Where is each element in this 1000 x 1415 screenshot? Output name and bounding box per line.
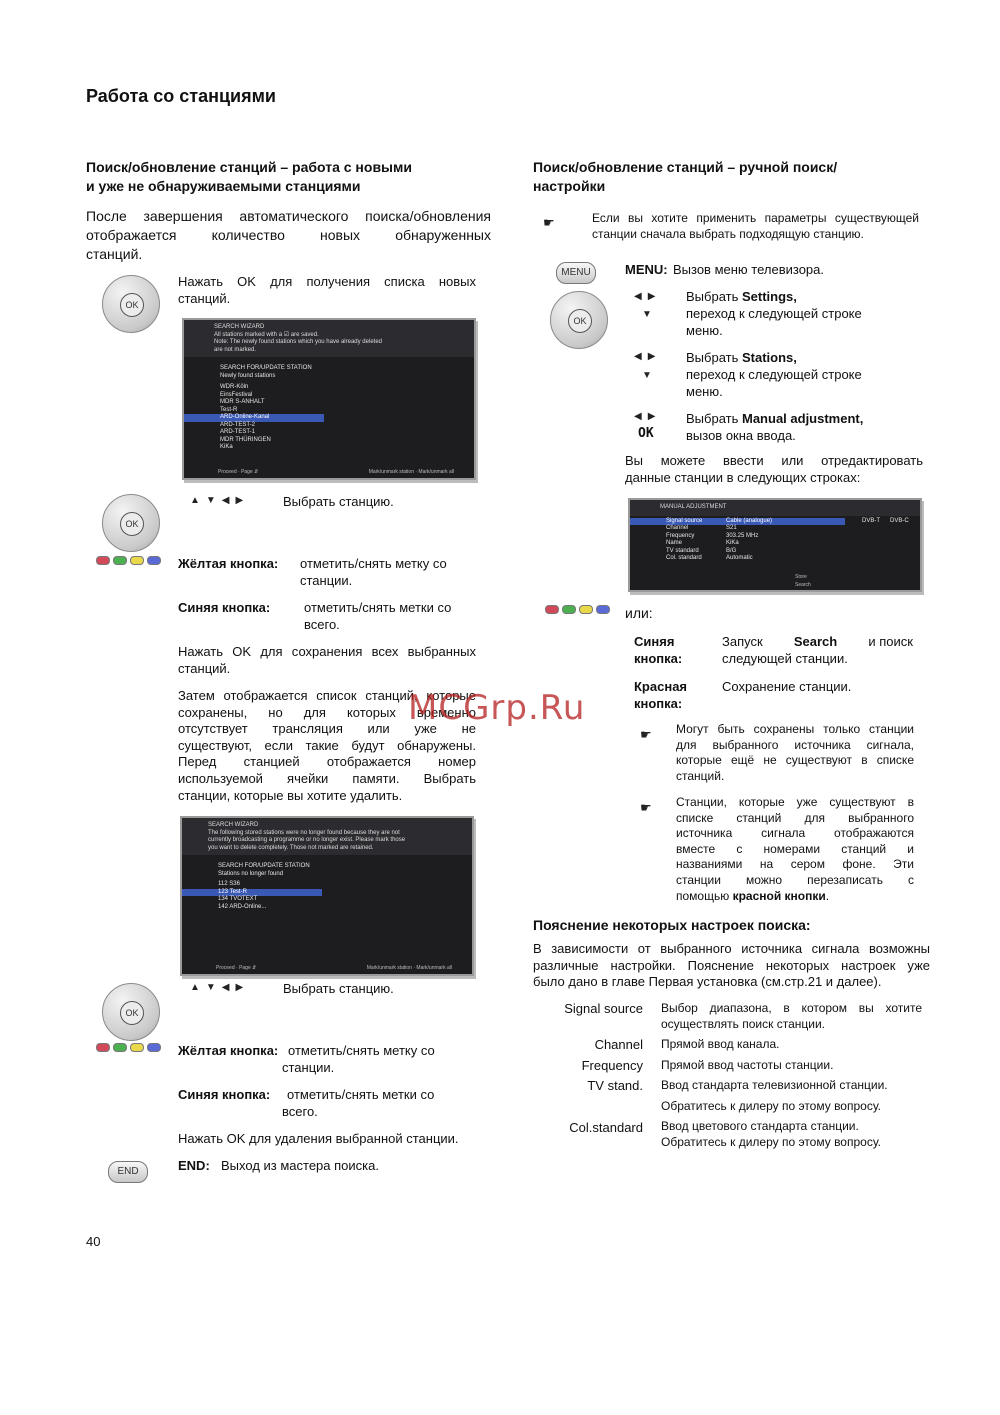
option-dvb-c[interactable]: DVB-C [890,517,909,524]
station-row[interactable]: 142 ARD-Online... [218,903,267,910]
station-row[interactable]: ARD-TEST-1 [220,429,256,435]
explanation-line2: различные настройки. Пояснение некоторых настроек уже [533,958,930,973]
arrow-keys-icon: ▲▼◀▶ [190,495,250,506]
ok-remote-icon: OK [102,275,160,333]
right-heading-line2: настройки [533,178,606,194]
right-heading-line1: Поиск/обновление станций – ручной поиск/ [533,159,838,175]
desc-signal-source-2: осуществлять поиск станции. [661,1017,825,1031]
screen2-line2: currently broadcasting a programme or no longer exist. Please mark those [208,837,406,843]
option-dvb-t[interactable]: DVB-T [862,517,880,524]
screen3-foot-search: Search [795,581,811,588]
yellow-button-text-2a: отметить/снять метку со [288,1043,435,1058]
station-row-selected[interactable]: ARD-Online-Kanal [184,414,324,422]
setting-row[interactable]: Channel S21 [666,525,737,531]
press-ok-new-list-line2: станций. [178,291,231,306]
menu-text: Вызов меню телевизора. [673,262,824,277]
desc-col-standard-2: Обратитесь к дилеру по этому вопросу. [661,1135,881,1149]
desc-col-standard-1: Ввод цветового стандарта станции. [661,1119,859,1133]
station-row[interactable]: MDR S-ANHALT [220,399,265,405]
term-tv-stand: TV stand. [587,1078,643,1093]
station-row[interactable]: ARD-TEST-2 [220,421,256,428]
station-row[interactable]: 134 TVOTEXT [218,896,258,902]
station-row[interactable]: WDR-Köln [220,384,249,390]
note3-last-line: помощью красной кнопки. [676,889,830,903]
yellow-button-text-1a: отметить/снять метку со [300,556,447,571]
desc-frequency: Прямой ввод частоты станции. [661,1058,834,1072]
screen3-foot-store: Store [795,574,807,580]
left-right-arrows-icon: ◀▶ [634,351,662,362]
note3-line: станции можно перезаписать с [676,873,914,887]
station-row[interactable]: KiKa [220,444,233,450]
press-ok-new-list-line1: Нажать OK для получения списка новых [178,274,476,289]
then-list-line: отсутствует трансляция или уже не [178,721,476,736]
blue-text-line1: Запуск Search и поиск [722,634,913,649]
page-number: 40 [86,1234,101,1249]
yellow-button-text-1b: станции. [300,573,353,588]
station-row[interactable]: EinsFestival [220,391,253,398]
blue-button-label-2: Синяя кнопка: [178,1087,271,1102]
setting-row[interactable]: TV standard B/G [666,547,737,554]
screen3-title: MANUAL ADJUSTMENT [630,500,920,516]
screen1-line3: are not marked. [214,346,257,353]
screen1-sub1: SEARCH FOR/UPDATE STATION [220,365,312,371]
arrow-keys-icon: ▲▼◀▶ [190,982,250,993]
color-buttons-icon [96,556,161,565]
pointing-hand-icon: ☛ [543,215,555,230]
step-stations-d: меню. [686,384,723,399]
color-buttons-icon [96,1043,161,1052]
note3-line: списке станций для выбранного [676,811,914,825]
step-stations-a: Выбрать Stations, [686,350,797,365]
screen1-foot-right: Mark/unmark station · Mark/unmark all [368,468,454,475]
intro-line1: После завершения автоматического поиска/обновления [86,208,491,224]
enter-line1: Вы можете ввести или отредактировать [625,453,923,468]
enter-line2: данные станции в следующих строках: [625,470,861,485]
yellow-button-label-1: Жёлтая кнопка: [178,556,279,571]
left-heading-line1: Поиск/обновление станций – работа с новыми [86,159,412,175]
note2-line: станций. [676,769,725,783]
screen2-line1: The following stored stations were no longer found because they are not [208,829,400,836]
station-row[interactable]: Test-R [220,406,238,413]
desc-channel: Прямой ввод канала. [661,1037,780,1051]
red-label-a: Красная [634,679,688,694]
then-list-line: станции, которые вы хотите удалить. [178,788,403,803]
page-title: Работа со станциями [86,86,277,106]
setting-row[interactable]: Col. standard Automatic [666,555,753,561]
step-manual-a: Выбрать Manual adjustment, [686,411,864,426]
note3-line: Станции, которые уже существуют в [676,795,914,809]
menu-label: MENU: [625,262,668,277]
blue-button-text-2a: отметить/снять метки со [287,1087,435,1102]
menu-button-icon: MENU [556,262,596,284]
explanation-line3: было дано в главе Первая установка (см.стр.21 и далее). [533,974,882,989]
yellow-button-text-2b: станции. [282,1060,335,1075]
screen2-foot-right: Mark/unmark station · Mark/unmark all [366,964,452,971]
press-ok-save-line2: станций. [178,661,231,676]
end-button-icon: END [108,1161,148,1183]
blue-label-b: кнопка: [634,651,683,666]
screen1-line2: Note: The newly found stations which you have already deleted [214,339,382,345]
term-col-standard: Col.standard [569,1120,643,1135]
note3-line: вместе с номерами станций и [676,842,914,856]
intro-line3: станций. [86,246,143,262]
red-label-b: кнопка: [634,696,683,711]
note2-line: для выбранного источника сигнала, [676,738,914,752]
manual-adjustment-screen [628,498,922,592]
screen1-foot-left: Proceed · Page ⇵ [218,468,259,475]
screen2-line3: you want to delete completely. Those not marked are retained. [208,844,374,851]
then-list-line: Перед станцией отображается номер [178,754,476,769]
press-ok-delete: Нажать OK для удаления выбранной станции. [178,1131,459,1146]
watermark: MCGrp.Ru [408,688,586,728]
step-settings-c: переход к следующей строке [686,306,862,321]
note2-line: которые ещё не существуют в списке [676,753,914,767]
note3-line: источника сигнала отображаются [676,826,914,840]
select-station-1: Выбрать станцию. [283,494,394,509]
note1-line1: Если вы хотите применить параметры существующей [592,211,919,225]
station-row[interactable]: 112 S36 [218,881,240,887]
then-list-line: Затем отображается список станций, которые [178,688,476,703]
screen1-line1: All stations marked with a ☑ are saved. [214,331,319,338]
ok-remote-icon: OK [102,983,160,1041]
station-row[interactable]: MDR THÜRINGEN [220,436,271,443]
setting-row-selected[interactable]: Signal source Cable (analogue) [630,518,845,526]
desc-tv-stand-1: Ввод стандарта телевизионной станции. [661,1078,888,1092]
end-label: END: [178,1158,210,1173]
note3-line: названиями на сером фоне. Эти [676,857,914,871]
blue-label-a: Синяя [634,634,675,649]
explanation-line1: В зависимости от выбранного источника сигнала возможны [533,941,930,956]
left-right-arrows-icon: ◀▶ [634,411,662,422]
intro-line2: отображается количество новых обнаруженных [86,227,491,243]
color-buttons-icon [545,605,610,614]
blue-text-line2: следующей станции. [722,651,848,666]
screen1-title: SEARCH WIZARD [214,324,265,330]
left-heading-line2: и уже не обнаруживаемыми станциями [86,178,361,194]
term-signal-source: Signal source [564,1001,643,1016]
ok-remote-icon: OK [550,291,608,349]
end-text: Выход из мастера поиска. [221,1158,379,1173]
setting-row[interactable]: Name KiKa [666,540,739,546]
screen2-sub2: Stations no longer found [218,870,284,877]
step-settings-d: меню. [686,323,723,338]
explanation-heading: Пояснение некоторых настроек поиска: [533,917,811,933]
step-manual-c: вызов окна ввода. [686,428,796,443]
term-channel: Channel [594,1037,643,1052]
screen1-sub2: Newly found stations [220,372,276,379]
step-stations-c: переход к следующей строке [686,367,862,382]
down-arrow-icon: ▼ [642,370,658,381]
red-text: Сохранение станции. [722,679,852,694]
blue-button-text-1a: отметить/снять метки со [304,600,452,615]
or-label: или: [625,605,653,621]
note2-line: Могут быть сохранены только станции [676,722,914,736]
blue-button-label-1: Синяя кнопка: [178,600,271,615]
setting-row[interactable]: Frequency 303.25 MHz [666,532,759,539]
search-wizard-screen-new [182,318,476,480]
down-arrow-icon: ▼ [642,309,658,320]
pointing-hand-icon: ☛ [640,800,652,815]
blue-button-text-2b: всего. [282,1104,318,1119]
screen2-title: SEARCH WIZARD [208,822,259,828]
screen2-sub1: SEARCH FOR/UPDATE STATION [218,863,310,869]
select-station-2: Выбрать станцию. [283,981,394,996]
press-ok-save-line1: Нажать OK для сохранения всех выбранных [178,644,476,659]
ok-small-icon: OK [638,426,654,441]
desc-signal-source-1: Выбор диапазона, в котором вы хотите [661,1001,922,1015]
station-row-selected[interactable]: 123 Test-R [182,889,322,897]
then-list-line: сохранены, но для которых временно [178,705,476,720]
blue-button-text-1b: всего. [304,617,340,632]
ok-remote-icon: OK [102,494,160,552]
note1-line2: станции сначала выбрать подходящую станцию. [592,227,864,241]
search-wizard-screen-deleted [180,816,474,976]
desc-tv-stand-2: Обратитесь к дилеру по этому вопросу. [661,1099,881,1113]
pointing-hand-icon: ☛ [640,727,652,742]
yellow-button-label-2: Жёлтая кнопка: [178,1043,279,1058]
step-settings-a: Выбрать Settings, [686,289,797,304]
then-list-line: существуют, если такие будут обнаружены. [178,738,476,753]
then-list-line: используемой ячейки памяти. Выбрать [178,771,476,786]
term-frequency: Frequency [581,1058,643,1073]
left-right-arrows-icon: ◀▶ [634,291,662,302]
screen2-foot-left: Proceed · Page ⇵ [216,964,257,971]
